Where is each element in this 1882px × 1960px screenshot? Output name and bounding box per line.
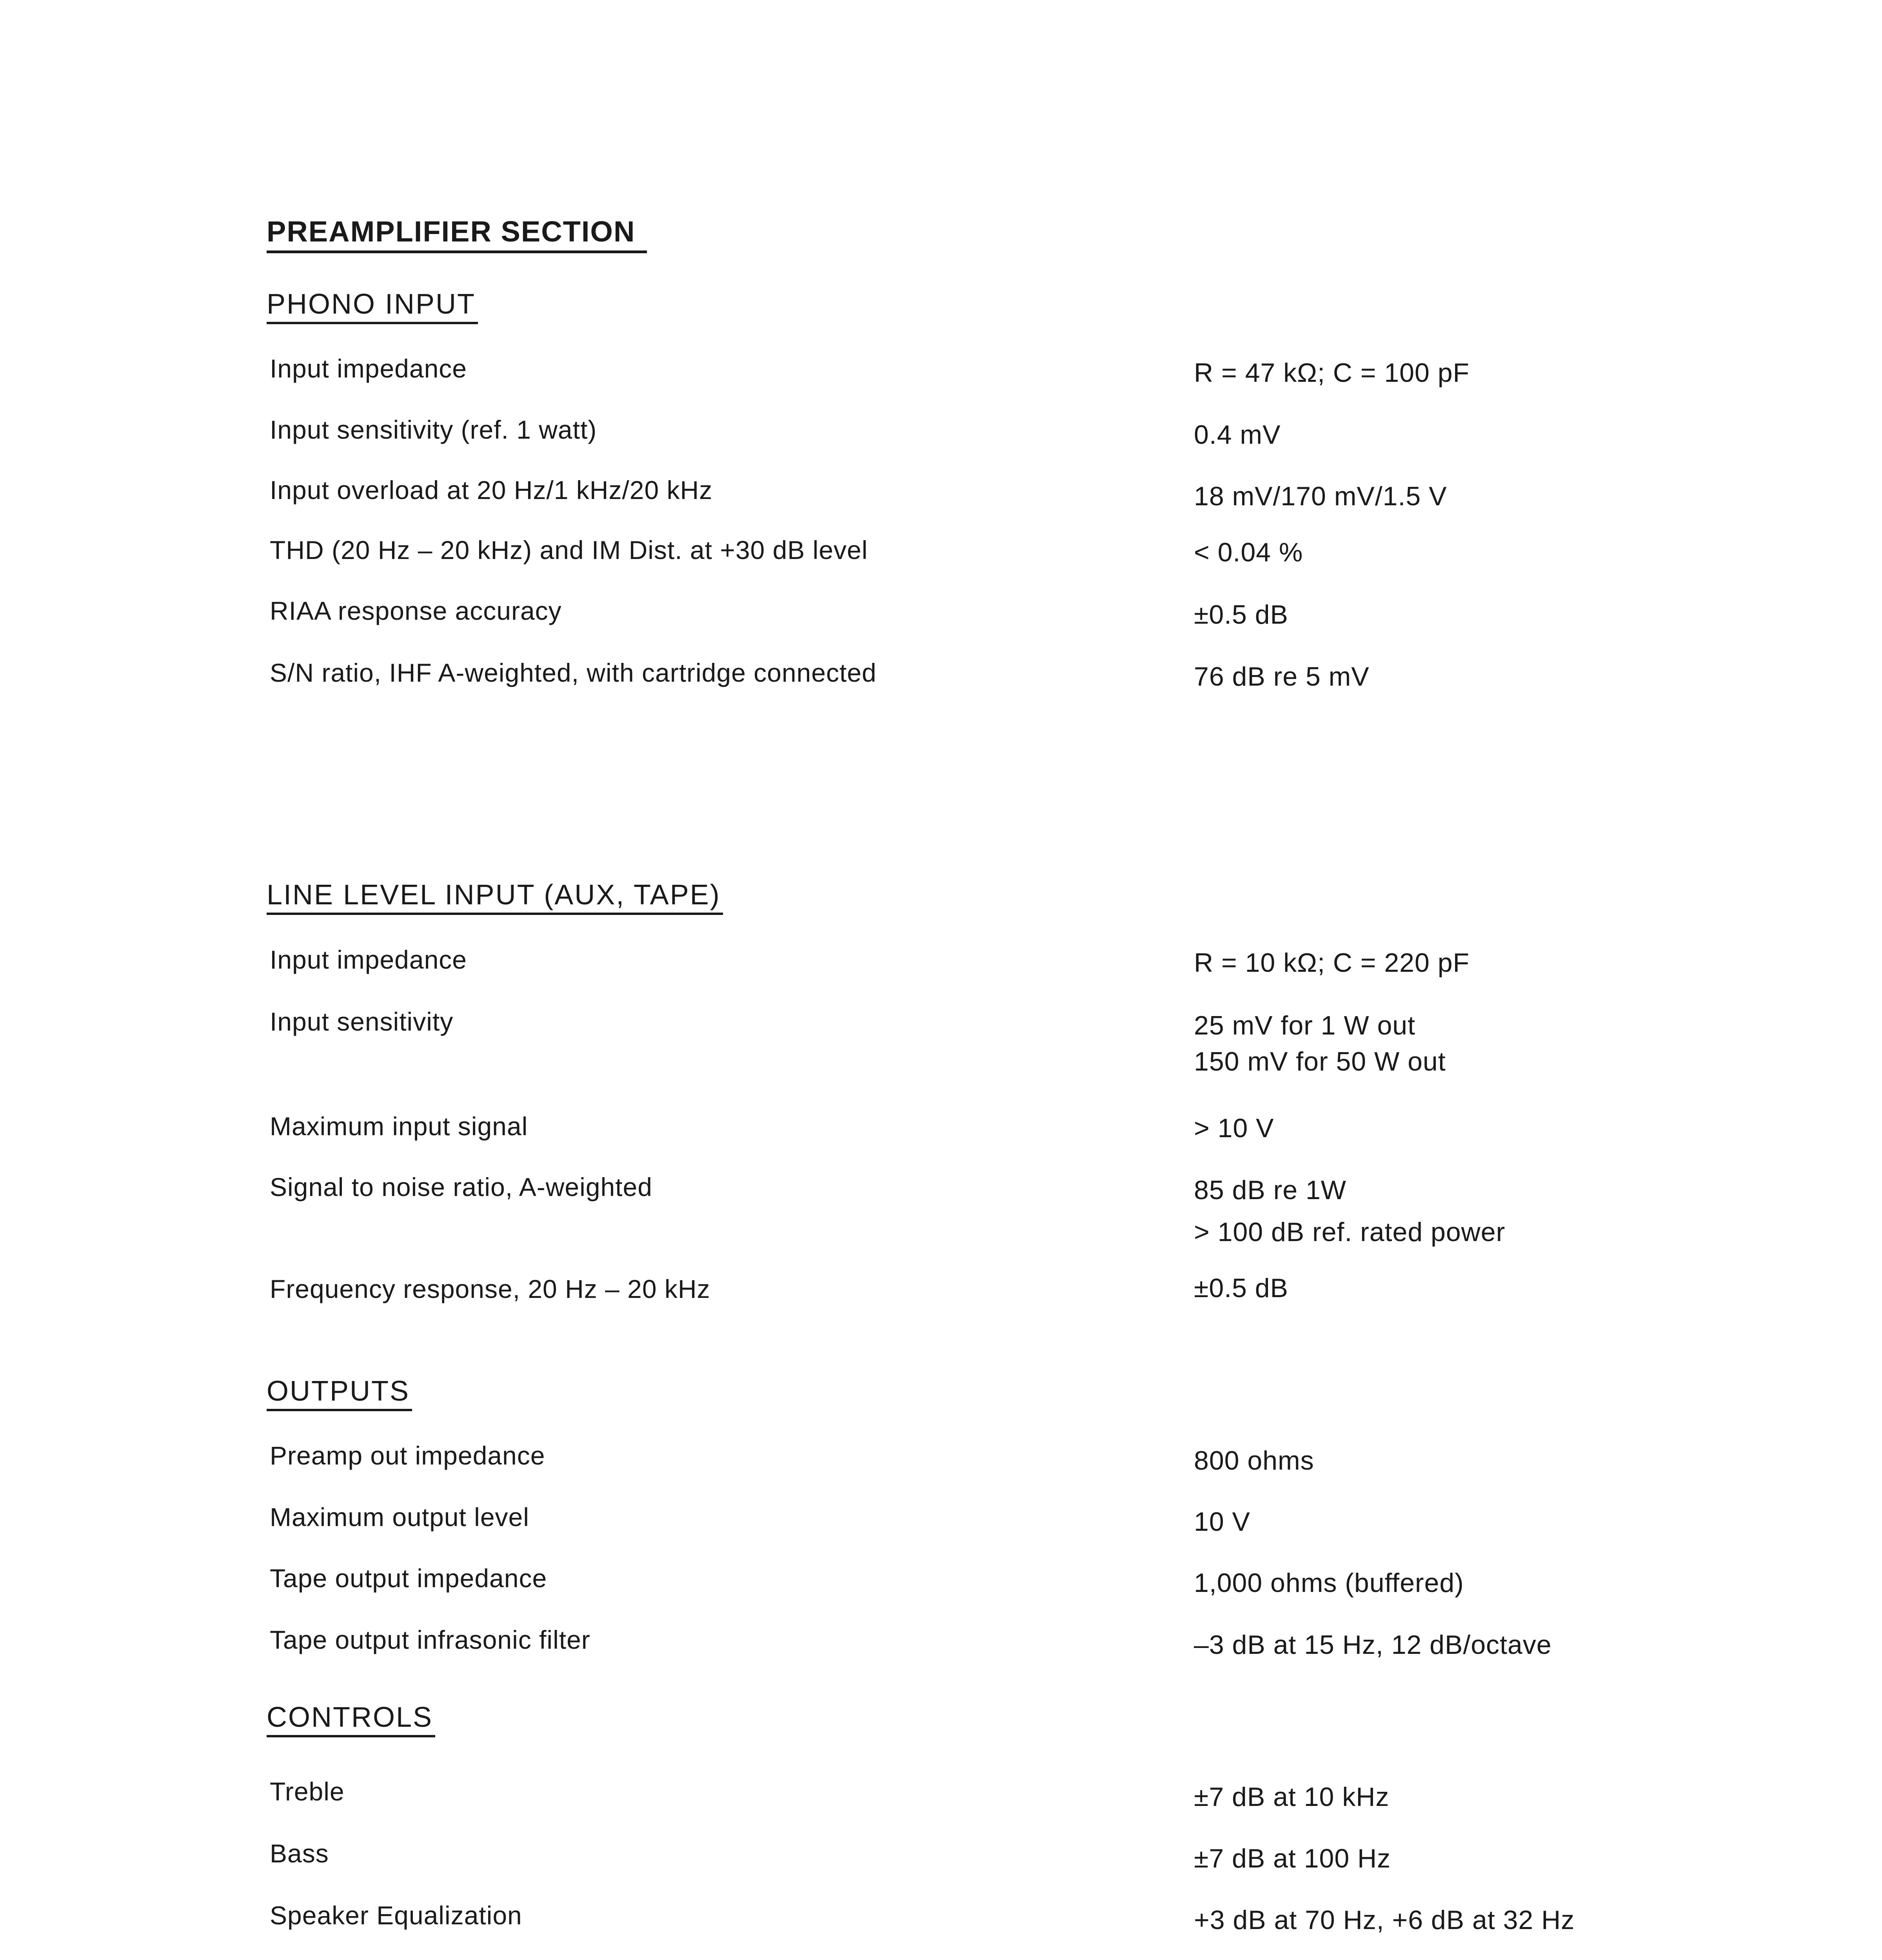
spec-value: ±7 dB at 100 Hz (1194, 1844, 1391, 1873)
spec-label: Input overload at 20 Hz/1 kHz/20 kHz (270, 475, 713, 505)
spec-label: S/N ratio, IHF A-weighted, with cartridge connected (270, 658, 877, 687)
spec-value: < 0.04 % (1194, 537, 1303, 567)
spec-value: ±0.5 dB (1194, 1273, 1288, 1303)
spec-value: R = 47 kΩ; C = 100 pF (1194, 358, 1470, 388)
spec-label: Input sensitivity (ref. 1 watt) (270, 415, 597, 444)
spec-value: 76 dB re 5 mV (1194, 662, 1370, 691)
spec-value: ±0.5 dB (1194, 600, 1288, 630)
spec-label: Treble (270, 1777, 345, 1806)
spec-label: Input sensitivity (270, 1007, 454, 1036)
section-heading-phono-input: PHONO INPUT (267, 288, 478, 324)
spec-value: > 10 V (1194, 1113, 1274, 1143)
spec-label: Preamp out impedance (270, 1441, 545, 1470)
spec-value: +3 dB at 70 Hz, +6 dB at 32 Hz (1194, 1905, 1575, 1935)
spec-label: Input impedance (270, 945, 467, 974)
spec-value: 0.4 mV (1194, 420, 1281, 450)
spec-label: RIAA response accuracy (270, 596, 562, 625)
spec-value-line-1: 85 dB re 1W (1194, 1175, 1346, 1205)
spec-value-line-2: 150 mV for 50 W out (1194, 1047, 1446, 1076)
spec-label: Maximum output level (270, 1503, 529, 1532)
spec-label: Bass (270, 1839, 329, 1868)
spec-value: 1,000 ohms (buffered) (1194, 1568, 1464, 1598)
spec-value: 800 ohms (1194, 1446, 1314, 1475)
spec-label: Tape output infrasonic filter (270, 1625, 590, 1654)
spec-value: ±7 dB at 10 kHz (1194, 1782, 1390, 1812)
spec-label: Speaker Equalization (270, 1901, 522, 1930)
spec-label: Frequency response, 20 Hz – 20 kHz (270, 1274, 710, 1303)
section-heading-line-level-input: LINE LEVEL INPUT (AUX, TAPE) (267, 879, 723, 915)
section-heading-outputs: OUTPUTS (267, 1375, 412, 1411)
spec-label: Tape output impedance (270, 1564, 547, 1593)
spec-label: THD (20 Hz – 20 kHz) and IM Dist. at +30 dB level (270, 535, 868, 564)
spec-label: Signal to noise ratio, A-weighted (270, 1172, 652, 1201)
spec-value: 10 V (1194, 1507, 1250, 1537)
section-heading-controls: CONTROLS (267, 1701, 435, 1737)
spec-label: Input impedance (270, 354, 467, 383)
spec-value-line-1: 25 mV for 1 W out (1194, 1011, 1415, 1040)
spec-value: R = 10 kΩ; C = 220 pF (1194, 948, 1470, 978)
spec-value: 18 mV/170 mV/1.5 V (1194, 481, 1447, 511)
spec-label: Maximum input signal (270, 1112, 528, 1141)
page-title: PREAMPLIFIER SECTION (267, 215, 647, 253)
spec-value-line-2: > 100 dB ref. rated power (1194, 1217, 1506, 1247)
spec-value: –3 dB at 15 Hz, 12 dB/octave (1194, 1630, 1552, 1660)
